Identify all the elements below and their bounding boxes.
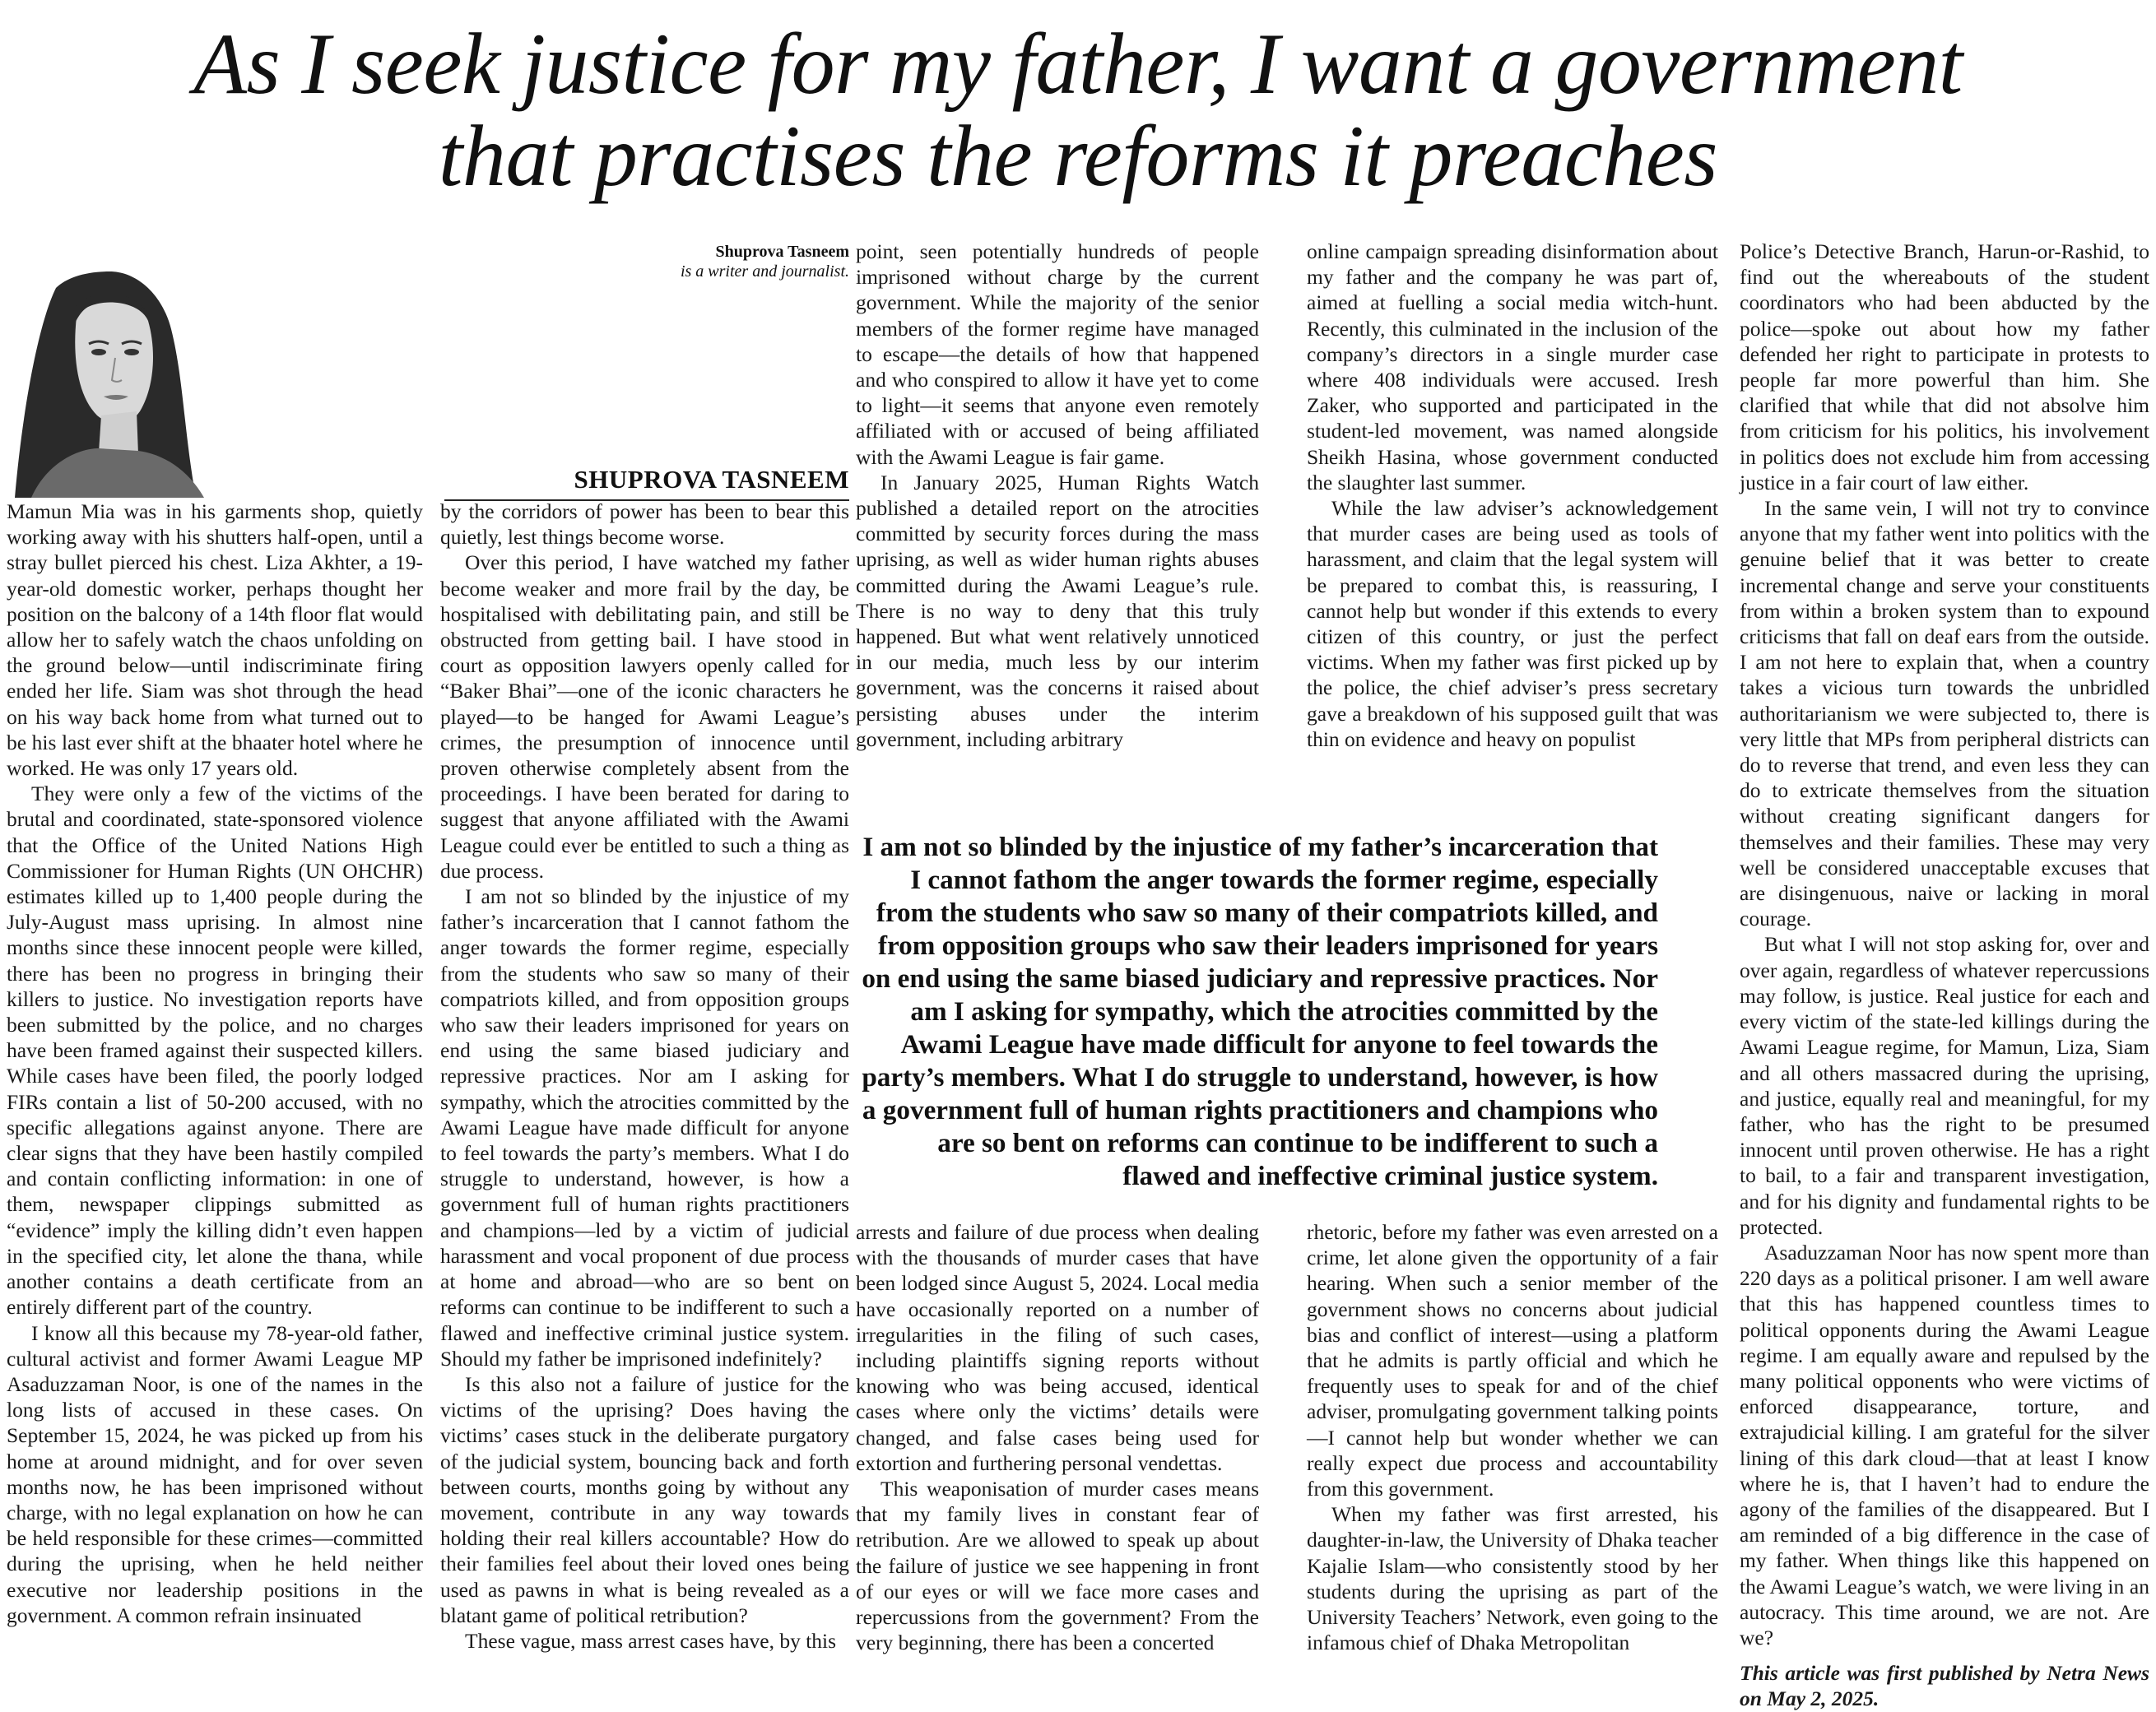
column-4-top [1307, 239, 1718, 752]
byline: SHUPROVA TASNEEM [444, 465, 849, 501]
paragraph: Is this also not a failure of justice for the victims of the uprising? Does having the victims’ cases stuck in the deliberate purgatory of the judicial system, bouncing back and forth between courts, months going by without any movement, contribute in any way towards holding their real killers accountable? How do their families feel about their loved ones being used as pawns in what is being revealed as a blatant game of political retribution? [440, 1371, 849, 1627]
paragraph: Over this period, I have watched my father become weaker and more frail by the day, be hospitalised with debilitating pain, and still be obstructed from getting bail. I have stood in court as opposition lawyers openly called for “Baker Bhai”—one of the iconic characters he played—to be hanged for Awami League’s crimes, the presumption of innocence until proven otherwise completely absent from the proceedings. I have been berated for daring to suggest that anyone affiliated with the Awami League could ever be entitled to such a thing as due process. [440, 550, 849, 883]
paragraph: In the same vein, I will not try to convince anyone that my father went into politics with the genuine belief that it was better to create incremental change and serve your constituents from within a broken system than to expound criticisms that fall on deaf ears from the outside. I am not here to explain that, when a country takes a vicious turn towards the unbridled authoritarianism we were subjected to, there is very little that MPs from peripheral districts can do to reverse that trend, and even less they can do to extricate themselves from the situation without creating significant dangers for themselves and their families. These may very well be considered unacceptable excuses that are disingenuous, naive or lacking in moral courage. [1740, 496, 2149, 931]
paragraph: I know all this because my 78-year-old father, cultural activist and former Awami League MP Asaduzzaman Noor, is one of the names in the long lists of accused in these cases. On September 15, 2024, he was picked up from his home at around midnight, and for over seven months now, he has been imprisoned without charge, with no legal explanation on how he can be held responsible for these crimes—committed during the uprising, when he held neither executive nor leadership positions in the government. A common refrain insinuated [7, 1320, 423, 1627]
column-3-bottom [856, 1219, 1259, 1655]
paragraph: Mamun Mia was in his garments shop, quietly working away with his shutters half-open, until a stray bullet pierced his chest. Liza Akhter, a 19-year-old domestic worker, perhaps thought her position on the balcony of a 14th floor flat would allow her to safely watch the chaos unfolding on the ground below—until indiscriminate firing ended her life. Siam was shot through the head on his way back home from what turned out to be his last ever shift at the bhaater hotel where he worked. He was only 17 years old. [7, 499, 423, 781]
column-1 [7, 499, 423, 1628]
paragraph: While the law adviser’s acknowledgement that murder cases are being used as tools of harassment, and claim that the legal system will be prepared to combat this, is reassuring, I cannot help but wonder if this extends to every citizen of this country, or just the perfect victims. When my father was first picked up by the police, the chief adviser’s press secretary gave a breakdown of his supposed guilt that was thin on evidence and heavy on populist [1307, 496, 1718, 751]
paragraph: arrests and failure of due process when dealing with the thousands of murder cases that have been lodged since August 5, 2024. Local media have occasionally reported on a number of irregularities in the filing of such cases, including plaintiffs signing reports without knowing who was being accused, identical cases where only the victims’ details were changed, and false cases being used for extortion and furthering personal vendettas. [856, 1220, 1259, 1475]
pull-quote: I am not so blinded by the injustice of my father’s incarceration that I cannot fathom the anger towards the former regime, especially from the students who saw so many of their compatriots killed, and from opposition groups who saw their leaders imprisoned for years on end using the same biased judiciary and repressive practices. Nor am I asking for sympathy, which the atrocities committed by the Awami League have made difficult for anyone to feel towards the party’s members. What I do struggle to understand, however, is how a government full of human rights practitioners and champions who are so bent on reforms can continue to be indifferent to such a flawed and ineffective criminal justice system. [862, 832, 1658, 1191]
author-credit [494, 242, 849, 281]
headline-line-1: As I seek justice for my father, I want a government [193, 16, 1963, 112]
paragraph: I am not so blinded by the injustice of my father’s incarceration that I cannot fathom the anger towards the former regime, especially from the students who saw so many of their compatriots killed, and from opposition groups who saw their leaders imprisoned for years on end using the same biased judiciary and repressive practices. Nor am I asking for sympathy, which the atrocities committed by the Awami League have made difficult for anyone to feel towards the party’s members. What I do struggle to understand, however, is how a government full of human rights practitioners and champions—led by a victim of judicial harassment and vocal proponent of due process at home and abroad—who are so bent on reforms can continue to be indifferent to such a flawed and ineffective criminal justice system. Should my father be imprisoned indefinitely? [440, 884, 849, 1371]
paragraph: But what I will not stop asking for, over and over again, regardless of whatever repercussions may follow, is justice. Real justice for each and every victim of the state-led killings during the Awami League regime, for Mamun, Liza, Siam and all others massacred during the uprising, and justice, equally real and meaningful, for my father, who has the right to be presumed innocent until proven otherwise. He has a right to bail, to a fair and transparent investigation, and for his dignity and fundamental rights to be protected. [1740, 932, 2149, 1239]
paragraph: online campaign spreading disinformation about my father and the company he was part of, aimed at fuelling a social media witch-hunt. Recently, this culminated in the inclusion of the company’s directors in a single murder case where 408 individuals were accused. Iresh Zaker, who supported and participated in the student-led movement, was named alongside Sheikh Hasina, whose government conducted the slaughter last summer. [1307, 239, 1718, 494]
paragraph: rhetoric, before my father was even arrested on a crime, let alone given the opportunity of a fair hearing. When such a senior member of the government shows no concerns about judicial bias and conflict of interest—using a platform that he admits is partly official and which he frequently uses to speak for and of the chief adviser, promulgating government talking points—I cannot help but wonder whether we can really expect due process and accountability from this government. [1307, 1220, 1718, 1501]
column-5 [1740, 239, 2149, 1712]
paragraph: They were only a few of the victims of the brutal and coordinated, state-sponsored violence that the Office of the United Nations High Commissioner for Human Rights (UN OHCHR) estimates killed up to 1,400 people during the July-August mass uprising. In almost nine months since these innocent people were killed, there has been no progress in bringing their killers to justice. No investigation reports have been submitted by the police, and no charges have been framed against their suspected killers. While cases have been filed, the poorly lodged FIRs contain a list of 50-200 accused, with no specific allegations against anyone. There are clear signs that they have been hastily compiled and contain conflicting information: in one of them, newspaper clippings submitted as “evidence” imply the killing didn’t even happen in the specified city, let alone the thana, while another contains a death certificate from an entirely different part of the country. [7, 782, 423, 1320]
paragraph: In January 2025, Human Rights Watch published a detailed report on the atrocities committed by security forces during the mass uprising, as well as wider human rights abuses committed during the Awami League’s rule. There is no way to deny that this truly happened. But what went relatively unnoticed in our media, much less by our interim government, was the concerns it raised about persisting abuses under the interim government, including arbitrary [856, 470, 1259, 751]
column-2 [440, 499, 849, 1654]
author-name: Shuprova Tasneem [715, 243, 849, 261]
headline [0, 18, 2156, 202]
paragraph: When my father was first arrested, his daughter-in-law, the University of Dhaka teacher Kajalie Islam—who consistently stood by her students during the uprising as part of the University Teachers’ Network, even going to the infamous chief of Dhaka Metropolitan [1307, 1502, 1718, 1655]
paragraph: by the corridors of power has been to bear this quietly, lest things become worse. [440, 499, 849, 550]
paragraph: These vague, mass arrest cases have, by this [465, 1628, 837, 1653]
author-role: is a writer and journalist. [680, 262, 849, 281]
author-portrait-illustration [7, 239, 229, 498]
publication-credit: This article was first published by Netra News on May 2, 2025. [1740, 1661, 2149, 1711]
headline-line-2: that practises the reforms it preaches [438, 108, 1718, 204]
paragraph: point, seen potentially hundreds of people imprisoned without charge by the current government. While the majority of the senior members of the former regime have managed to escape—the details of how that happened and who conspired to allow it have yet to come to light—it seems that anyone even remotely affiliated with or accused of being affiliated with the Awami League is fair game. [856, 239, 1259, 469]
paragraph: Police’s Detective Branch, Harun-or-Rashid, to find out the whereabouts of the student coordinators who had been abducted by the police—spoke out about how my father defended her right to participate in protests to people far more powerful than him. She clarified that while that did not absolve him from criticism for his politics, his involvement in politics does not exclude him from accessing justice in a fair court of law either. [1740, 239, 2149, 494]
paragraph: This weaponisation of murder cases means that my family lives in constant fear of retribution. Are we allowed to speak up about the failure of justice we see happening in front of our eyes or will we face more cases and repercussions from the government? From the very beginning, there has been a concerted [856, 1477, 1259, 1655]
column-3-top [856, 239, 1259, 752]
paragraph: Asaduzzaman Noor has now spent more than 220 days as a political prisoner. I am well aware that this has happened countless times to political opponents during the Awami League regime. I am equally aware and repulsed by the many political opponents who were victims of enforced disappearance, torture, and extrajudicial killing. I am grateful for the silver lining of this dark cloud—that at least I know where he is, that I haven’t had to endure the agony of the families of the disappeared. But I am reminded of a big difference in the case of my father. When things like this happened on the Awami League’s watch, we were living in an autocracy. This time around, we are not. Are we? [1740, 1240, 2149, 1649]
column-4-bottom [1307, 1219, 1718, 1655]
